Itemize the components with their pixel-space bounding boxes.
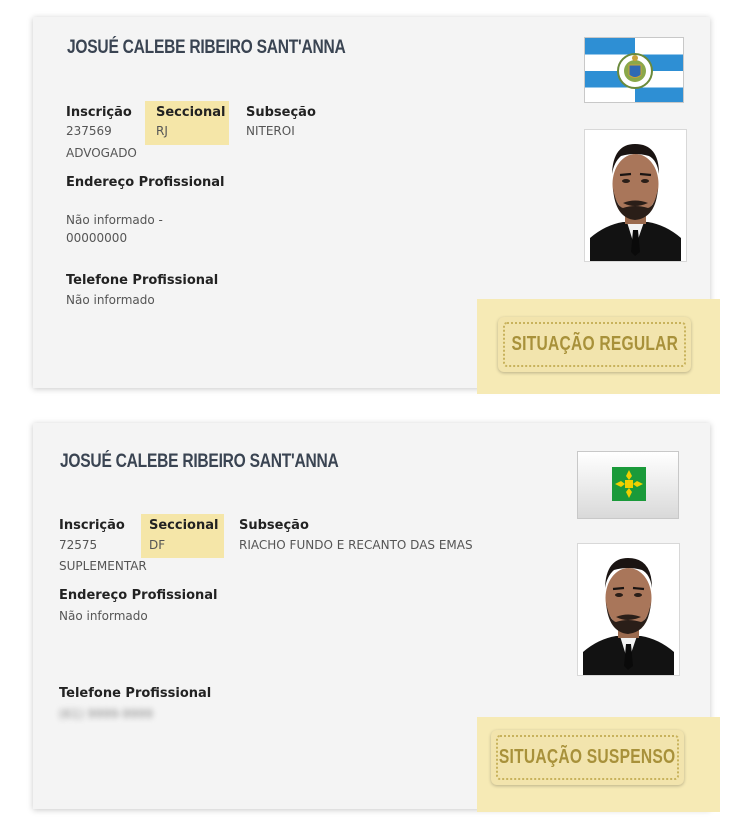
endereco-value-line2: 00000000 xyxy=(66,231,128,245)
subsecao-value: RIACHO FUNDO E RECANTO DAS EMAS xyxy=(239,538,473,552)
telefone-label: Telefone Profissional xyxy=(59,686,212,701)
lawyer-name: JOSUÉ CALEBE RIBEIRO SANT'ANNA xyxy=(60,451,339,472)
endereco-value: Não informado xyxy=(59,609,148,623)
subsecao-label: Subseção xyxy=(239,518,309,533)
tipo-value: ADVOGADO xyxy=(66,146,137,160)
telefone-value: Não informado xyxy=(66,293,155,307)
endereco-label: Endereço Profissional xyxy=(59,588,218,603)
subsecao-label: Subseção xyxy=(246,105,316,120)
inscricao-label: Inscrição xyxy=(59,518,125,533)
lawyer-card-2 xyxy=(33,423,710,809)
seccional-value: RJ xyxy=(156,124,168,138)
telefone-value-blurred: (61) 9999-9999 xyxy=(59,707,153,721)
lawyer-card-1 xyxy=(33,17,710,388)
rio-de-janeiro-flag-icon xyxy=(584,37,684,103)
status-text: SITUAÇÃO REGULAR xyxy=(511,333,678,355)
status-badge xyxy=(498,317,691,372)
telefone-label: Telefone Profissional xyxy=(66,273,219,288)
inscricao-label: Inscrição xyxy=(66,105,132,120)
distrito-federal-flag-icon xyxy=(577,451,679,519)
inscricao-value: 237569 xyxy=(66,124,112,138)
subsecao-value: NITEROI xyxy=(246,124,295,138)
inscricao-value: 72575 xyxy=(59,538,98,552)
seccional-label: Seccional xyxy=(156,105,226,120)
status-text: SITUAÇÃO SUSPENSO xyxy=(499,746,676,768)
endereco-label: Endereço Profissional xyxy=(66,175,225,190)
lawyer-photo xyxy=(584,129,687,262)
seccional-value: DF xyxy=(149,538,166,552)
status-badge xyxy=(491,730,684,785)
endereco-value-line1: Não informado - xyxy=(66,213,163,227)
lawyer-photo xyxy=(577,543,680,676)
tipo-value: SUPLEMENTAR xyxy=(59,559,147,573)
seccional-label: Seccional xyxy=(149,518,219,533)
lawyer-name: JOSUÉ CALEBE RIBEIRO SANT'ANNA xyxy=(67,37,346,58)
